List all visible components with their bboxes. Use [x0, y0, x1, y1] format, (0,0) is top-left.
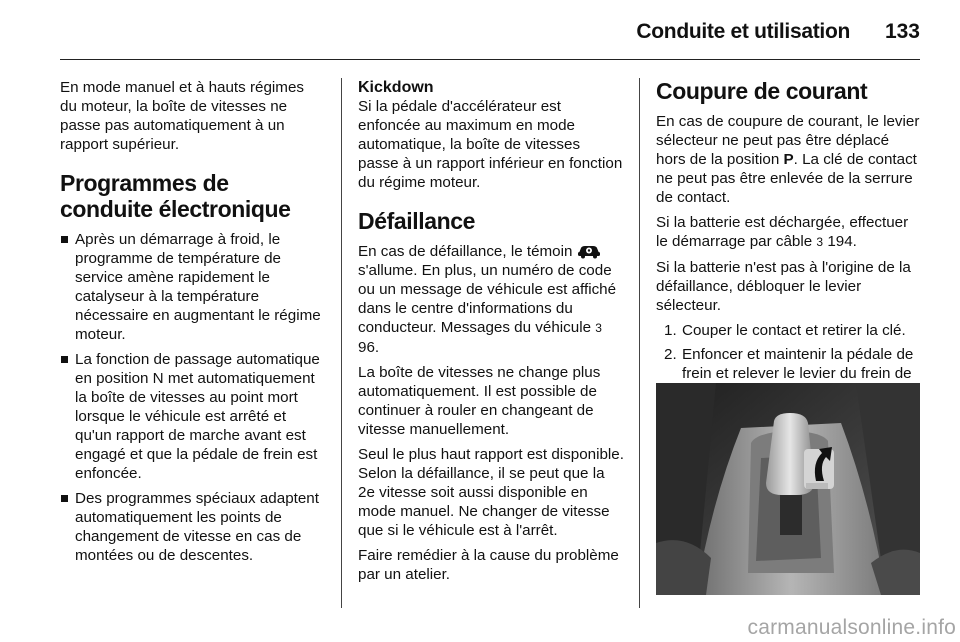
- step-number: 2.: [664, 346, 677, 363]
- position-p-label: P: [783, 151, 794, 168]
- defaillance-text-start: En cas de défaillance, le témoin: [358, 243, 573, 260]
- bullet-square-icon: [61, 356, 68, 363]
- paragraph-manual-shifting: La boîte de vitesses ne change plus automatiquement. Il est possible de continuer à rouler en changeant de vitesse manuellement.: [358, 364, 601, 438]
- car-gear-warning-icon: [577, 243, 601, 259]
- bullet-square-icon: [61, 236, 68, 243]
- section-title: Conduite et utilisation: [636, 20, 850, 43]
- power-cut-text-end: . La clé de contact ne peut pas être enlevée de la serrure de contact.: [656, 151, 917, 206]
- intro-paragraph: En mode manuel et à hauts régimes du moteur, la boîte de vitesses ne passe pas automatiquement à un rapport supérieur.: [60, 79, 304, 153]
- watermark-text: carmanualsonline.info: [747, 616, 956, 639]
- column-right: [656, 78, 922, 407]
- power-cut-paragraph: [656, 112, 922, 207]
- battery-paragraph: [656, 213, 922, 252]
- page-reference-icon: 3: [816, 235, 824, 249]
- page-number: 133: [884, 20, 920, 43]
- list-item-text: Des programmes spéciaux adaptent automatiquement les points de changement de vitesse en cas de montées ou de descentes.: [75, 490, 319, 564]
- paragraph-highest-gear: Seul le plus haut rapport est disponible. Selon la défaillance, il se peut que la 2e vitesse soit aussi disponible en mode manuel. Ne changer de vitesse que si le véhicule est à l'arrêt.: [358, 446, 624, 539]
- bullet-square-icon: [61, 495, 68, 502]
- gear-selector-photo: [656, 383, 920, 595]
- reference-page: 194.: [827, 233, 857, 250]
- header-rule: [60, 59, 920, 60]
- defaillance-paragraph: [358, 242, 624, 357]
- step-text: Couper le contact et retirer la clé.: [682, 322, 906, 339]
- list-item: [60, 489, 324, 565]
- unlock-paragraph: Si la batterie n'est pas à l'origine de la défaillance, débloquer le levier sélecteur.: [656, 259, 911, 314]
- list-item-text: Après un démarrage à froid, le programme de température de service amène rapidement le catalyseur à la température nécessaire en augmentant le régime moteur.: [75, 231, 321, 343]
- battery-text: Si la batterie est déchargée, effectuer le démarrage par câble: [656, 214, 909, 250]
- list-item-text: La fonction de passage automatique en position N met automatiquement la boîte de vitesses au point mort lorsque le véhicule est arrêté et qu'un rapport de marche avant est engagé et que la pédale de frein est enfoncée.: [75, 351, 320, 482]
- column-middle: [358, 78, 624, 590]
- power-cut-text-start: En cas de coupure de courant, le levier sélecteur ne peut pas être déplacé hors de la position: [656, 113, 920, 168]
- paragraph-workshop: Faire remédier à la cause du problème par un atelier.: [358, 547, 619, 583]
- column-divider: [341, 78, 342, 608]
- heading-kickdown: Kickdown: [358, 79, 434, 96]
- page-header: [60, 0, 920, 58]
- step-number: 1.: [664, 322, 677, 339]
- list-item: [60, 230, 324, 344]
- reference-page: 96.: [358, 339, 380, 356]
- step-text: Enfoncer et maintenir la pédale de frein et relever le levier du frein de: [682, 346, 914, 382]
- heading-power-cut: Coupure de courant: [656, 78, 868, 104]
- bullet-list: [60, 230, 324, 565]
- heading-electronic-programs: Programmes de conduite électronique: [60, 170, 291, 222]
- defaillance-text-end: s'allume. En plus, un numéro de code ou un message de véhicule est affiché dans le centre d'informations du conducteur. Messages du véhicule: [358, 262, 617, 336]
- step-item: [656, 321, 922, 340]
- kickdown-paragraph: Si la pédale d'accélérateur est enfoncée au maximum en mode automatique, la boîte de vitesses passe à un rapport inférieur en fonction du régime moteur.: [358, 98, 623, 191]
- list-item: [60, 350, 324, 483]
- column-divider: [639, 78, 640, 608]
- column-left: [60, 78, 324, 571]
- page-reference-icon: 3: [595, 321, 602, 335]
- heading-defaillance: Défaillance: [358, 208, 476, 234]
- gear-lever-illustration: [656, 383, 920, 595]
